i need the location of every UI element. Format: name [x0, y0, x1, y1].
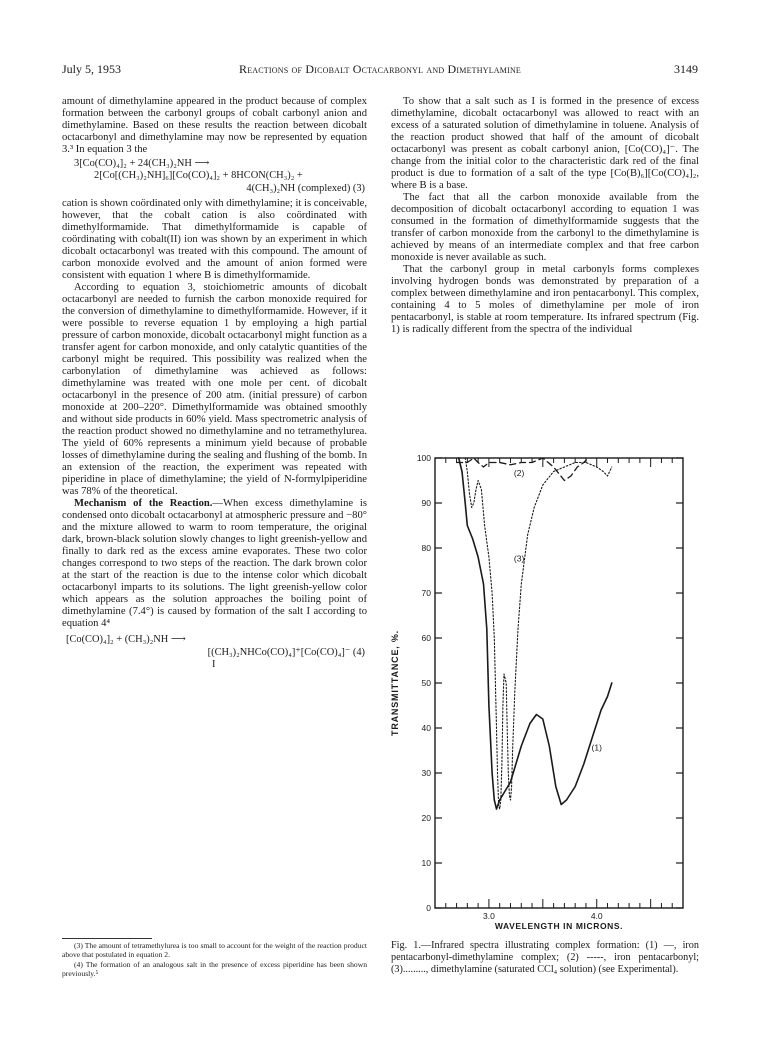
y-tick-label: 20 [421, 813, 431, 823]
paragraph: The fact that all the carbon monoxide available from the decomposition of dicobalt octacarbonyl according to equation 1 was consumed in the formation of dimethylformamide suggests that the transfer of carbon monoxide from the carbonyl to the dimethylamine is achieved by means of an intermediate complex and that free carbon monoxide is never available as such. [391, 192, 699, 263]
y-tick-label: 70 [421, 588, 431, 598]
footnote: (4) The formation of an analogous salt in the presence of excess piperidine has been shown previously.⁵ [62, 959, 367, 979]
paragraph: To show that a salt such as I is formed in the presence of excess dimethylamine, dicobalt octacarbonyl was allowed to react with an excess of a saturated solution of dimethylamine in toluene. Analysis of the reaction product showed that half of the amount of dicobalt octacarbonyl was present as cobalt carbonyl anion, [Co(CO)₄]⁻. The change from the initial color to the characteristic dark red of the final product is due to formation of a salt of the type [Co(B)₆][Co(CO)₄]₂, where B is a base. [391, 96, 699, 191]
left-column [62, 96, 367, 674]
paragraph-text: —When excess dimethylamine is condensed onto dicobalt octacarbonyl at atmospheric pressure and −80° and the mixture allowed to warm to room temperature, the original dark, brown-black solution slowly changes to light greenish-yellow and finally to dark red as the excess amine evaporates. These two color changes correspond to two steps of the reaction. The dark brown color at the start of the reaction is due to the intense color which dicobalt octacarbonyl imparts to its solutions. The light greenish-yellow color which appears as the solution approaches the boiling point of dimethylamine (7.4°) is caused by formation of the salt I according to equation 4⁴ [62, 498, 367, 630]
footnote-rule [62, 938, 152, 939]
series-annotation: (3) [513, 553, 525, 564]
equation-line: 2[Co[(CH₃)₂NH]₆][Co(CO)₄]₂ + 8HCON(CH₃)₂ + [94, 170, 303, 182]
section-heading: Mechanism of the Reaction. [74, 498, 213, 510]
y-tick-label: 100 [416, 455, 431, 463]
equation-line: 3[Co(CO)₄]₂ + 24(CH₃)₂NH ⟶ [74, 158, 210, 169]
series-annotation: (2) [513, 468, 525, 478]
equation-4 [62, 634, 367, 671]
figure-caption: Fig. 1.—Infrared spectra illustrating complex formation: (1) —, iron pentacarbonyl-dimethylamine complex; (2) -----, iron pentacarbonyl; (3)........., dimethylamine (saturated CCl₄ solution) (see Experimental). [391, 940, 699, 975]
x-tick-label: 4.0 [590, 911, 603, 921]
footnotes [62, 938, 367, 979]
y-tick-label: 10 [421, 858, 431, 868]
y-tick-label: 0 [426, 903, 431, 913]
plot-frame [435, 458, 683, 908]
y-tick-label: 60 [421, 633, 431, 643]
paragraph: cation is shown coördinated only with dimethylamine; it is conceivable, however, that the cobalt cation is also coördinated with dimethylformamide. That dimethylformamide is capable of coördinating with cobalt(II) ion was shown by an experiment in which dicobalt octacarbonyl was treated with this compound. The amount of carbon monoxide evolved and the amount of anion formed were consistent with equation 1 where B is dimethylformamide. [62, 198, 367, 282]
footnote: (3) The amount of tetramethylurea is too small to account for the weight of the reaction product above that postulated in equation 2. [62, 941, 367, 960]
header-page-number: 3149 [674, 62, 698, 76]
infrared-spectrum-chart [380, 455, 700, 935]
equation-3 [62, 158, 367, 195]
spectrum-line-1 [459, 458, 612, 809]
running-header [62, 62, 698, 78]
y-axis-label: TRANSMITTANCE, %. [390, 630, 400, 736]
right-column [391, 96, 699, 336]
y-tick-label: 80 [421, 543, 431, 553]
y-tick-label: 30 [421, 768, 431, 778]
paragraph: amount of dimethylamine appeared in the product because of complex formation between the carbonyl groups of cobalt carbonyl anion and dimethylamine. Based on these results the reaction between dicobalt octacarbonyl and dimethylamine may now be represented by equation 3.³ In equation 3 the [62, 96, 367, 155]
x-axis-label: WAVELENGTH IN MICRONS. [494, 921, 624, 931]
paragraph [62, 498, 367, 630]
equation-line: 4(CH₃)₂NH (complexed) (3) [246, 182, 365, 194]
paragraph: That the carbonyl group in metal carbonyls forms complexes involving hydrogen bonds was demonstrated by preparation of a complex between dimethylamine and iron pentacarbonyl. This complex, containing 4 to 5 moles of dimethylamine per mole of iron pentacarbonyl, is stable at room temperature. Its infrared spectrum (Fig. 1) is radically different from the spectra of the individual [391, 264, 699, 335]
x-tick-label: 3.0 [482, 911, 495, 921]
y-tick-label: 50 [421, 678, 431, 688]
equation-label: I [212, 659, 216, 671]
series-annotation: (1) [591, 742, 602, 753]
header-date: July 5, 1953 [62, 62, 122, 76]
y-tick-label: 40 [421, 723, 431, 733]
paragraph: According to equation 3, stoichiometric amounts of dicobalt octacarbonyl are needed to furnish the carbon monoxide required for the conversion of dimethylamine to dimethylformamide. However, if it were possible to reverse equation 1 by employing a high partial pressure of carbon monoxide, dicobalt octacarbonyl might function as a transfer agent for carbon monoxide, and only catalytic quantities of the carbonyl might be required. This possibility was realized when the carbonylation of dimethylamine was achieved as follows: dimethylamine was treated with one mole per cent. of dicobalt octacarbonyl in the presence of 200 atm. (initial pressure) of carbon monoxide at 200–220°. Dimethylformamide was obtained smoothly and without side products in 60% yield. Mass spectrometric analysis of the reaction product showed no dimethylamine and no tetramethylurea. The yield of 60% represents a minimum yield because of probable losses of dimethylamine during the sealing and flushing of the bomb. In an extension of the reaction, the experiment was repeated with piperidine in place of dimethylamine; the yield of N-formylpiperidine was 78% of the theoretical. [62, 282, 367, 498]
header-title: Reactions of Dicobalt Octacarbonyl and Dimethylamine [238, 62, 522, 76]
equation-line: [Co(CO)₄]₂ + (CH₃)₂NH ⟶ [66, 634, 186, 646]
y-tick-label: 90 [421, 498, 431, 508]
equation-line: [(CH₃)₂NHCo(CO)₄]⁺[Co(CO)₄]⁻ (4) [207, 646, 365, 658]
